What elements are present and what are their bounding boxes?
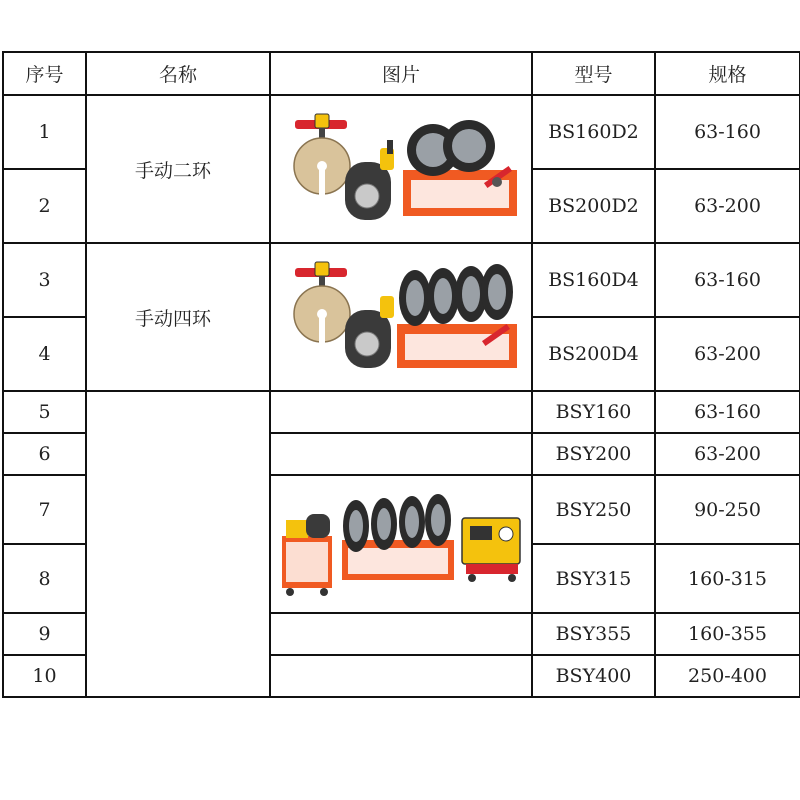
row-image [270, 475, 532, 613]
row-image-empty [270, 655, 532, 697]
row-model: BSY355 [532, 613, 655, 655]
row-spec: 160-315 [655, 544, 800, 613]
row-index: 1 [3, 95, 86, 169]
manual-two-ring-welder-icon [283, 104, 519, 234]
row-index: 2 [3, 169, 86, 243]
table-row [3, 243, 800, 317]
row-index: 7 [3, 475, 86, 544]
row-spec: 63-160 [655, 243, 800, 317]
row-spec: 63-200 [655, 169, 800, 243]
header-index: 序号 [3, 52, 86, 95]
row-index: 9 [3, 613, 86, 655]
row-model: BSY315 [532, 544, 655, 613]
row-model: BS160D4 [532, 243, 655, 317]
row-model: BS200D4 [532, 317, 655, 391]
row-index: 6 [3, 433, 86, 475]
table-header-row [3, 52, 800, 95]
row-name-empty [86, 391, 270, 697]
row-name: 手动二环 [86, 95, 270, 243]
row-image-empty [270, 613, 532, 655]
header-image: 图片 [270, 52, 532, 95]
table-row [3, 391, 800, 433]
row-model: BS160D2 [532, 95, 655, 169]
row-index: 10 [3, 655, 86, 697]
hydraulic-welder-set-icon [276, 484, 526, 604]
row-spec: 250-400 [655, 655, 800, 697]
row-image-empty [270, 433, 532, 475]
row-image [270, 243, 532, 391]
row-model: BSY200 [532, 433, 655, 475]
row-model: BS200D2 [532, 169, 655, 243]
row-index: 3 [3, 243, 86, 317]
row-model: BSY250 [532, 475, 655, 544]
row-name: 手动四环 [86, 243, 270, 391]
manual-four-ring-welder-icon [283, 252, 519, 382]
row-spec: 90-250 [655, 475, 800, 544]
table-row [3, 95, 800, 169]
row-spec: 63-200 [655, 433, 800, 475]
row-index: 8 [3, 544, 86, 613]
row-spec: 63-160 [655, 95, 800, 169]
row-index: 5 [3, 391, 86, 433]
header-model: 型号 [532, 52, 655, 95]
row-model: BSY160 [532, 391, 655, 433]
row-image-empty [270, 391, 532, 433]
product-spec-table [2, 51, 800, 698]
row-image [270, 95, 532, 243]
row-model: BSY400 [532, 655, 655, 697]
row-spec: 160-355 [655, 613, 800, 655]
row-spec: 63-200 [655, 317, 800, 391]
header-spec: 规格 [655, 52, 800, 95]
header-name: 名称 [86, 52, 270, 95]
row-index: 4 [3, 317, 86, 391]
row-spec: 63-160 [655, 391, 800, 433]
